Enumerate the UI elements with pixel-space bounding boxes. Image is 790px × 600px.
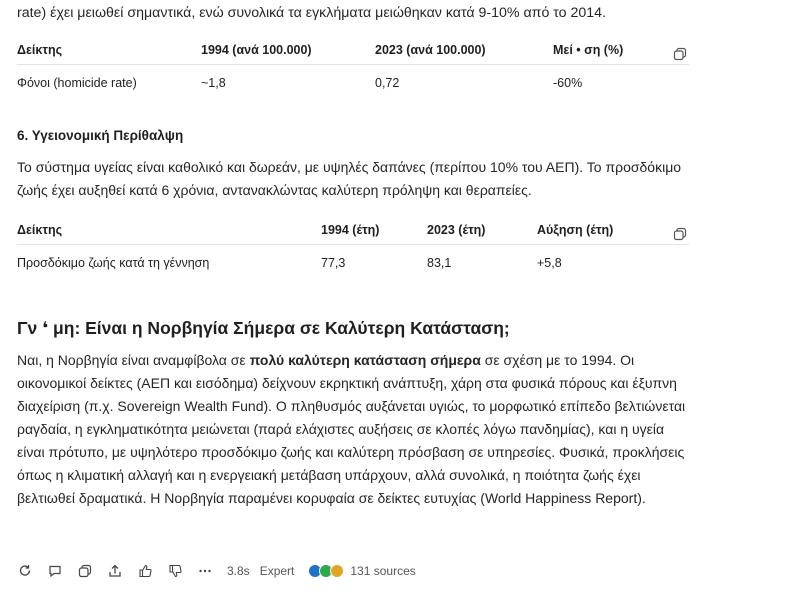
sources-count[interactable]: 131 sources (350, 564, 416, 578)
health-table (17, 216, 689, 281)
conclusion-text-start: Ναι, η Νορβηγία είναι αναμφίβολα σε (17, 352, 250, 368)
copy-icon[interactable] (673, 43, 687, 57)
table-header (17, 216, 689, 245)
regenerate-icon[interactable] (17, 564, 32, 579)
table-cell: Προσδόκιμο ζωής κατά τη γέννηση (17, 256, 210, 270)
conclusion-text-rest: σε σχέση με το 1994. Οι οικονομικοί δείκτες (ΑΕΠ και εισόδημα) δείχνουν εκρηκτική ανάπτυξη, χάρη στα φυσικά πόρους και έξυπνη διαχείριση (π.χ. Sovereign Wealth Fund). Ο πληθυσμός αυξάνεται υγιώς, το μορφωτικό επίπεδο βελτιώνεται ραγδαία, η εγκληματικότητα μειώνεται (παρά ελάχιστες αυξήσεις σε κλοπές λόγω πανδημίας), και η υγεία είναι πρότυπο, με υψηλότερο προσδόκιμο ζωής και καλύτερη πρόσβαση σε υπηρεσίες. Φυσικά, προκλήσεις όπως η κλιματική αλλαγή και η ενεργειακή μετάβαση υπάρχουν, αλλά συνολικά, η ποιότητα ζωής έχει βελτιωθεί δραματικά. Η Νορβηγία παραμένει κορυφαία σε δείκτες ευτυχίας (World Happiness Report). (17, 352, 686, 506)
table-row (17, 245, 689, 281)
section-title: 6. Υγειονομική Περίθαλψη (17, 128, 184, 143)
column-header: 1994 (ανά 100.000) (201, 43, 312, 57)
mode-label[interactable]: Expert (259, 564, 295, 578)
column-header: Μεί • ση (%) (553, 43, 624, 57)
table-cell: -60% (553, 76, 583, 90)
section-paragraph: Το σύστημα υγείας είναι καθολικό και δωρεάν, με υψηλές δαπάνες (περίπου 10% του ΑΕΠ). Το προσδόκιμο ζωής έχει αυξηθεί κατά 6 χρόνια, αντανακλώντας καλύτερη πρόληψη και θεραπείες. (17, 159, 682, 198)
copy-icon[interactable] (77, 564, 92, 579)
column-header: 2023 (έτη) (427, 223, 486, 237)
source-favicon-icon (330, 564, 344, 578)
table-header (17, 36, 689, 65)
conclusion-heading: Γν ❛ μη: Είναι η Νορβηγία Σήμερα σε Καλύτερη Κατάσταση; (17, 318, 510, 338)
table-row (17, 65, 689, 101)
copy-icon[interactable] (673, 223, 687, 237)
thumbs-up-icon[interactable] (137, 564, 152, 579)
table-cell: +5,8 (537, 256, 562, 270)
message-action-bar (17, 562, 426, 580)
source-favicons[interactable] (308, 564, 344, 578)
table-cell: ~1,8 (201, 76, 226, 90)
comment-icon[interactable] (47, 564, 62, 579)
crime-table (17, 36, 689, 101)
response-time: 3.8s (227, 564, 250, 578)
column-header: Αύξηση (έτη) (537, 223, 614, 237)
conclusion-emphasis: πολύ καλύτερη κατάσταση σήμερα (249, 352, 481, 368)
column-header: Δείκτης (17, 43, 63, 57)
table-cell: 77,3 (321, 256, 346, 270)
table-cell: Φόνοι (homicide rate) (17, 76, 137, 90)
column-header: 1994 (έτη) (321, 223, 380, 237)
thumbs-down-icon[interactable] (167, 564, 182, 579)
table-cell: 83,1 (427, 256, 452, 270)
crime-paragraph-tail: rate) έχει μειωθεί σημαντικά, ενώ συνολικά τα εγκλήματα μειώθηκαν κατά 9-10% από το 2014. (17, 5, 607, 21)
share-icon[interactable] (107, 564, 122, 579)
conclusion-paragraph (17, 349, 689, 510)
more-icon[interactable] (197, 564, 212, 579)
column-header: 2023 (ανά 100.000) (375, 43, 486, 57)
table-cell: 0,72 (375, 76, 400, 90)
column-header: Δείκτης (17, 223, 63, 237)
